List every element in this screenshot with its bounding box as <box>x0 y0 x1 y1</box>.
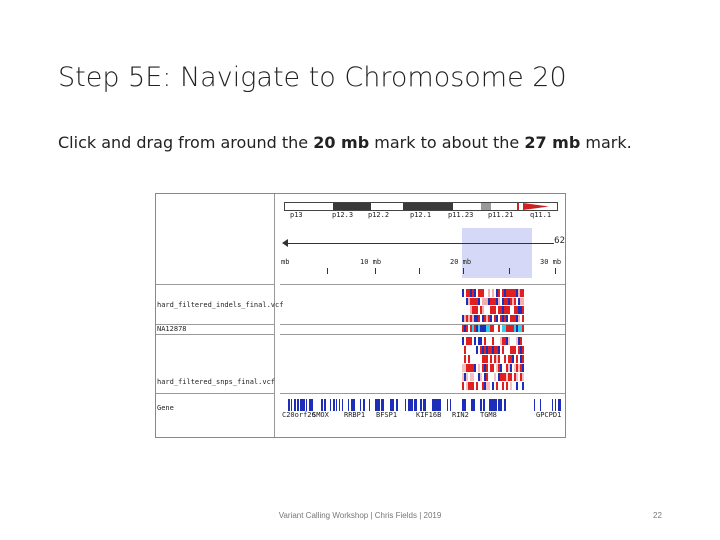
gene-mark <box>360 399 361 411</box>
gene-mark <box>363 399 365 411</box>
gene-mark <box>450 399 451 411</box>
gene-mark <box>552 399 553 411</box>
gene-mark <box>465 399 466 411</box>
gene-mark <box>303 399 305 411</box>
gene-mark <box>381 399 384 411</box>
instruction-part2: mark to about the <box>369 133 525 152</box>
gene-mark <box>312 399 313 411</box>
gene-mark <box>558 399 561 411</box>
gene-mark <box>474 399 475 411</box>
gene-mark <box>288 399 290 411</box>
gene-mark <box>504 399 506 411</box>
page-number: 22 <box>653 511 662 520</box>
gene-mark <box>321 399 323 411</box>
gene-mark <box>495 399 497 411</box>
ruler-tick-label: 10 mb <box>360 258 382 266</box>
slide-title: Step 5E: Navigate to Chromosome 20 <box>58 62 567 93</box>
band-label: p11.23 <box>448 211 474 219</box>
band-label: p12.2 <box>368 211 390 219</box>
gene-mark <box>324 399 326 411</box>
track-name-sample[interactable]: NA12878 <box>157 325 187 333</box>
band-label: q11.1 <box>530 211 552 219</box>
gene-label: RRBP1 <box>344 411 366 419</box>
data-panel[interactable] <box>280 194 565 437</box>
gene-mark <box>396 399 398 411</box>
track-name-panel <box>156 194 284 437</box>
gene-mark <box>423 399 426 411</box>
instruction-end-mark: 27 mb <box>524 133 581 152</box>
gene-mark <box>354 399 355 411</box>
scale-label: 62 <box>554 236 565 246</box>
divider <box>156 334 274 335</box>
gene-mark <box>483 399 485 411</box>
slide-instruction <box>58 133 632 152</box>
ruler-tick-label: mb <box>281 258 290 266</box>
gene-mark <box>378 399 380 411</box>
gene-mark <box>438 399 441 411</box>
gene-mark <box>336 399 337 411</box>
band-label: p13 <box>290 211 303 219</box>
gene-mark <box>414 399 417 411</box>
gene-mark <box>480 399 482 411</box>
gene-mark <box>306 399 307 411</box>
instruction-part1: Click and drag from around the <box>58 133 314 152</box>
instruction-part3: mark. <box>580 133 632 152</box>
gene-mark <box>297 399 299 411</box>
gene-label: TGM8 <box>480 411 497 419</box>
track-name-gene[interactable]: Gene <box>157 404 174 412</box>
gene-label: KIF16B <box>416 411 442 419</box>
gene-mark <box>342 399 343 411</box>
ruler-tick-label: 30 mb <box>540 258 562 266</box>
gene-mark <box>333 399 335 411</box>
gene-mark <box>294 399 296 411</box>
gene-mark <box>393 399 394 411</box>
instruction-start-mark: 20 mb <box>313 133 370 152</box>
gene-mark <box>420 399 422 411</box>
gene-track[interactable] <box>280 194 565 437</box>
divider <box>156 393 274 394</box>
gene-mark <box>348 399 349 411</box>
gene-mark <box>369 399 370 411</box>
gene-label: SMOX <box>312 411 329 419</box>
igv-screenshot <box>155 193 566 438</box>
slide-footer: Variant Calling Workshop | Chris Fields | 2019 <box>278 511 442 520</box>
gene-label: GPCPD1 <box>536 411 562 419</box>
track-name-snps[interactable]: hard_filtered_snps_final.vcf <box>157 378 276 386</box>
gene-label: BFSP1 <box>376 411 398 419</box>
band-label: p12.1 <box>410 211 432 219</box>
ruler-tick-label: 20 mb <box>450 258 472 266</box>
gene-mark <box>291 399 292 411</box>
gene-mark <box>501 399 502 411</box>
gene-mark <box>330 399 331 411</box>
gene-mark <box>411 399 413 411</box>
gene-mark <box>405 399 406 411</box>
track-name-indels[interactable]: hard_filtered_indels_final.vcf <box>157 301 284 309</box>
gene-label: C20orf26 <box>282 411 316 419</box>
gene-mark <box>555 399 556 411</box>
gene-mark <box>534 399 535 411</box>
gene-label: RIN2 <box>452 411 469 419</box>
gene-mark <box>540 399 541 411</box>
divider <box>156 284 274 285</box>
gene-mark <box>447 399 448 411</box>
gene-mark <box>339 399 340 411</box>
band-label: p12.3 <box>332 211 354 219</box>
band-label: p11.21 <box>488 211 514 219</box>
